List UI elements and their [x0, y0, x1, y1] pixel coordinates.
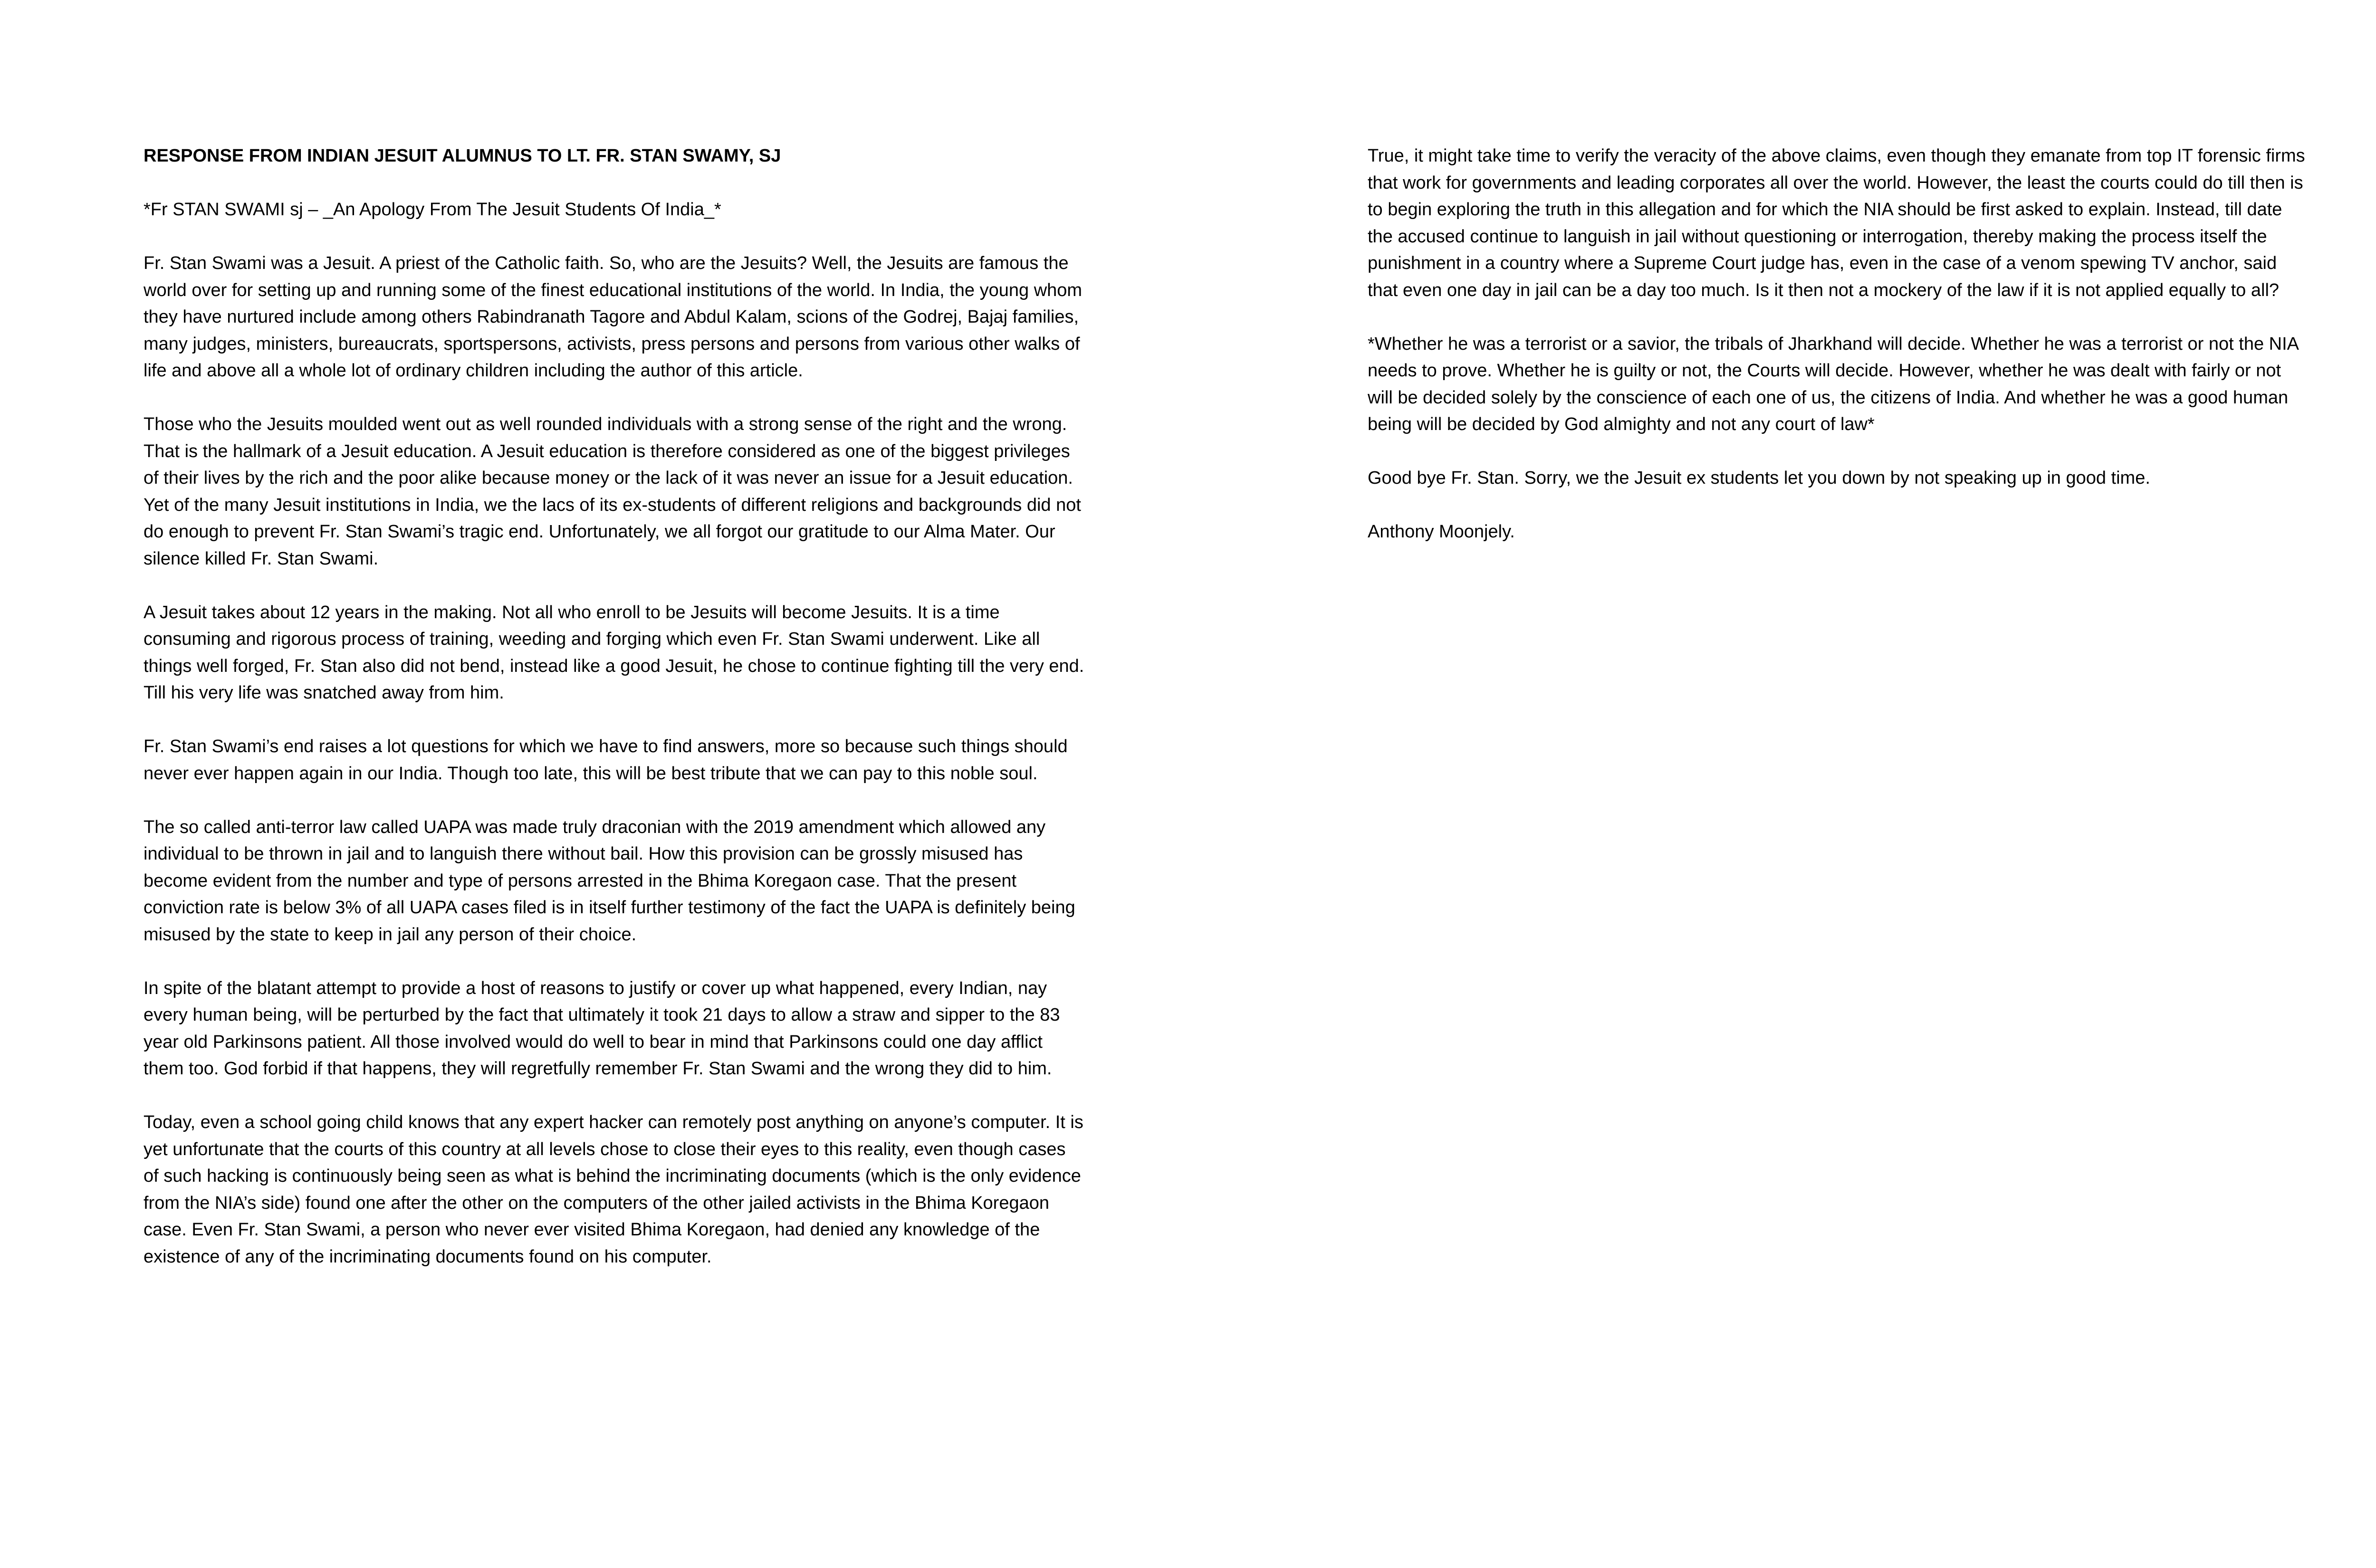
paragraph-jesuit-training: A Jesuit takes about 12 years in the making. Not all who enroll to be Jesuits will become Jesuits. It is a time consuming and rigorous process of training, weeding and forging which even Fr. Stan Swami underwent. Like all things well forged, Fr. Stan also did not bend, instead like a good Jesuit, he chose to continue fighting till the very end. Till his very life was snatched away from him. [144, 602, 1084, 703]
paragraph-questions: Fr. Stan Swami’s end raises a lot questions for which we have to find answers, more so because such things should never ever happen again in our India. Though too late, this will be best tribute that we can pay to this noble soul. [144, 736, 1068, 784]
right-column [1368, 143, 2309, 572]
subtitle-line: *Fr STAN SWAMI sj – _An Apology From The Jesuit Students Of India_* [144, 200, 721, 220]
paragraph-uapa: The so called anti-terror law called UAPA was made truly draconian with the 2019 amendment which allowed any individual to be thrown in jail and to languish there without bail. How this provision can be grossly misused has become evident from the number and type of persons arrested in the Bhima Koregaon case. That the present conviction rate is below 3% of all UAPA cases filed is in itself further testimony of the fact the UAPA is definitely being misused by the state to keep in jail any person of their choice. [144, 817, 1075, 945]
paragraph-jesuits-intro: Fr. Stan Swami was a Jesuit. A priest of the Catholic faith. So, who are the Jesuits? Well, the Jesuits are famous the world over for setting up and running some of the finest educational institutions of the world. In India, the young whom they have nurtured include among others Rabindranath Tagore and Abdul Kalam, scions of the Godrej, Bajaj families, many judges, ministers, bureaucrats, sportspersons, activists, press persons and persons from various other walks of life and above all a whole lot of ordinary children including the author of this article. [144, 253, 1083, 381]
paragraph-hacking: Today, even a school going child knows that any expert hacker can remotely post anything on anyone’s computer. It is yet unfortunate that the courts of this country at all levels chose to close their eyes to this reality, even though cases of such hacking is continuously being seen as what is behind the incriminating documents (which is the only evidence from the NIA’s side) found one after the other on the computers of the other jailed activists in the Bhima Koregaon case. Even Fr. Stan Swami, a person who never ever visited Bhima Koregaon, had denied any knowledge of the existence of any of the incriminating documents found on his computer. [144, 1112, 1083, 1267]
author-signature: Anthony Moonjely. [1368, 522, 1515, 542]
document-title: RESPONSE FROM INDIAN JESUIT ALUMNUS TO LT. FR. STAN SWAMY, SJ [144, 146, 781, 166]
paragraph-jesuit-education: Those who the Jesuits moulded went out as well rounded individuals with a strong sense of the right and the wrong. That is the hallmark of a Jesuit education. A Jesuit education is therefore considered as one of the biggest privileges of their lives by the rich and the poor alike because money or the lack of it was never an issue for a Jesuit education. Yet of the many Jesuit institutions in India, we the lacs of its ex-students of different religions and backgrounds did not do enough to prevent Fr. Stan Swami’s tragic end. Unfortunately, we all forgot our gratitude to our Alma Mater. Our silence killed Fr. Stan Swami. [144, 414, 1081, 569]
paragraph-terrorist-or-savior: *Whether he was a terrorist or a savior, the tribals of Jharkhand will decide. Whether he was a terrorist or not the NIA needs to prove. Whether he is guilty or not, the Courts will decide. However, whether he was dealt with fairly or not will be decided solely by the conscience of each one of us, the citizens of India. And whether he was a good human being will be decided by God almighty and not any court of law* [1368, 334, 2298, 434]
left-column [144, 143, 1084, 1297]
paragraph-straw-sipper: In spite of the blatant attempt to provide a host of reasons to justify or cover up what happened, every Indian, nay every human being, will be perturbed by the fact that ultimately it took 21 days to allow a straw and sipper to the 83 year old Parkinsons patient. All those involved would do well to bear in mind that Parkinsons could one day afflict them too. God forbid if that happens, they will regretfully remember Fr. Stan Swami and the wrong they did to him. [144, 978, 1060, 1079]
paragraph-good-bye: Good bye Fr. Stan. Sorry, we the Jesuit ex students let you down by not speaking up in good time. [1368, 468, 2150, 488]
paragraph-veracity: True, it might take time to verify the veracity of the above claims, even though they emanate from top IT forensic firms that work for governments and leading corporates all over the world. However, the least the courts could do till then is to begin exploring the truth in this allegation and for which the NIA should be first asked to explain. Instead, till date the accused continue to languish in jail without questioning or interrogation, thereby making the process itself the punishment in a country where a Supreme Court judge has, even in the case of a venom spewing TV anchor, said that even one day in jail can be a day too much. Is it then not a mockery of the law if it is not applied equally to all? [1368, 146, 2305, 300]
